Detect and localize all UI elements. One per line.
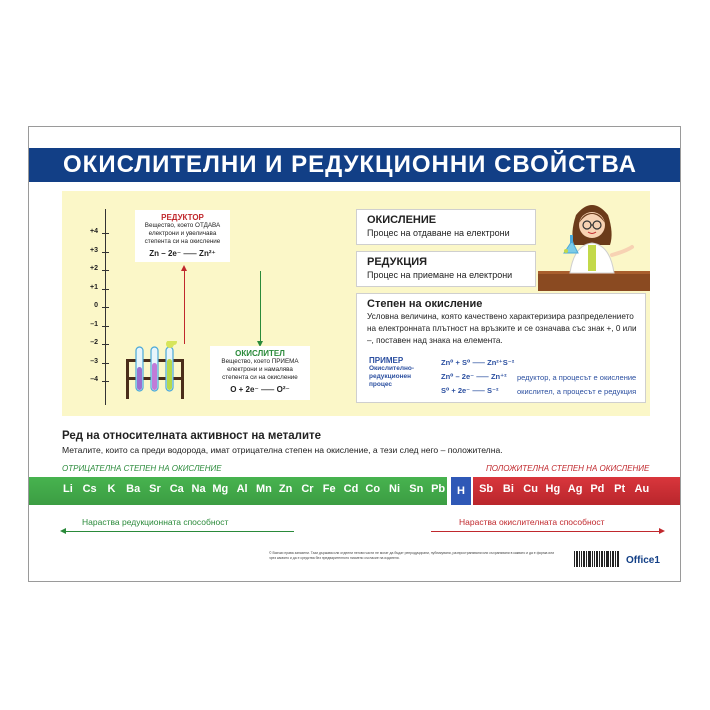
oxidation-state-title: Степен на окисление [367,298,483,310]
axis-tick [102,344,109,345]
oxidizer-title: ОКИСЛИТЕЛ [235,349,285,358]
element-symbol: Na [191,483,206,495]
axis-tick-label: +3 [90,246,98,254]
axis-tick-label: +1 [90,283,98,291]
element-symbol: Cs [82,483,97,495]
poster [28,126,681,582]
axis-tick [102,363,109,364]
axis-tick-label: 0 [94,302,98,309]
element-symbol: Pt [614,483,626,495]
axis-tick-label: –4 [90,376,98,383]
up-arrow-icon [184,269,185,344]
test-tubes-icon [120,341,200,401]
example-label: ПРИМЕР [369,356,404,365]
oxidation-state-text: Условна величина, която качествено характеризира разпределението на електронната плътност на връзките и се означава със знак +, 0 или –, поставен над знака на елемента. [367,312,637,345]
element-symbol: Cr [301,483,314,495]
axis-tick [102,270,109,271]
oxidation-state-box [356,293,646,403]
element-symbol: Pd [590,483,605,495]
example-note: окислител, а процесът е редукция [517,387,637,396]
axis-tick-label: –2 [90,339,98,346]
axis-tick-label: +2 [90,265,98,272]
oxidizer-line: Вещество, което ПРИЕМА [221,358,299,365]
axis-tick [102,289,109,290]
element-symbol: Mg [212,483,229,495]
oxidation-text: Процес на отдаване на електрони [367,228,510,238]
reductor-line: Вещество, което ОТДАВА [144,222,221,229]
axis-tick [102,381,109,382]
axis-tick [102,233,109,234]
down-arrow-icon [260,271,261,343]
reduction-text: Процес на приемане на електрони [367,270,513,280]
axis-tick [102,252,109,253]
reductor-title: РЕДУКТОР [161,213,204,222]
title-bar [29,148,680,182]
oxidizer-line: степента си на окисление [222,374,298,381]
axis-tick-label: +4 [90,228,98,235]
element-symbol: Pb [431,483,446,495]
element-symbol: Ag [567,483,583,495]
reductor-line: електрони и увеличава [148,230,217,237]
oxidizing-ability-label: Нараства окислителната способност [459,517,605,527]
oxidizer-equation: O + 2e⁻ ⸺ O²⁻ [230,385,290,394]
element-symbol: Sr [149,483,161,495]
activity-text: Металите, които са преди водорода, имат отрицателна степен на окисление, а тези след него – положителна. [62,445,503,455]
page-title: ОКИСЛИТЕЛНИ И РЕДУКЦИОННИ СВОЙСТВА [63,151,637,178]
element-symbol: Ba [126,483,141,495]
element-symbol: Bi [502,483,514,495]
reductor-equation: Zn – 2e⁻ ⸺ Zn²⁺ [149,249,216,258]
positive-label: ПОЛОЖИТЕЛНА СТЕПЕН НА ОКИСЛЕНИЕ [486,464,650,473]
hydrogen-element: H [451,477,471,505]
reduction-title: РЕДУКЦИЯ [367,256,428,268]
oxidizer-card [210,346,310,400]
right-arrow-icon [431,531,663,532]
negative-label: ОТРИЦАТЕЛНА СТЕПЕН НА ОКИСЛЕНИЕ [62,464,222,473]
element-symbol: Sb [479,483,494,495]
element-symbol: Zn [278,483,293,495]
element-symbol: Cd [343,483,359,495]
element-symbol: Sn [409,483,424,495]
reductor-card [135,210,230,262]
axis-tick [102,307,109,308]
example-note: редуктор, а процесът е окисление [517,373,637,382]
element-symbol: Ni [389,483,401,495]
info-panel [62,191,650,416]
element-symbol: K [107,483,116,495]
element-symbol: Fe [322,483,336,495]
barcode-icon [574,551,620,571]
axis-tick [102,326,109,327]
oxidizer-line: електрони и намалява [227,366,293,373]
copyright-text: © Всички права запазени. Тази държава или отделни негови части не могат да бъдат репродуцирани, публикувани, разпространявани или съхранявани в каквато и да е форма или чрез каквито и да е средства без предварителното писмено съгласие на издателя. [269,551,555,560]
example-sub: редукционен [369,373,412,380]
element-symbol: Al [236,483,248,495]
example-equation: S⁰ + 2e⁻ ⸺ S⁻² [441,386,499,395]
reducing-ability-label: Нараства редукционната способност [82,517,229,527]
brand-logo: Office1 [626,555,660,566]
example-equation: Zn⁰ + S⁰ ⸺ Zn²⁺S⁻² [441,358,515,367]
axis-tick-label: –1 [90,320,98,328]
activity-title: Ред на относителната активност на металите [62,430,322,442]
element-symbol: Hg [545,483,561,495]
element-symbol: Cu [523,483,538,495]
example-sub: процес [369,381,393,388]
oxidation-title: ОКИСЛЕНИЕ [367,214,437,226]
oxidation-box [356,209,536,245]
reductor-line: степента си на окисление [144,238,221,245]
element-symbol: Li [62,483,73,495]
scientist-icon [538,193,650,291]
left-arrow-icon [62,531,294,532]
example-sub: Окислително- [369,365,415,372]
element-symbol: Co [365,483,381,495]
element-symbol: Mn [255,483,272,495]
example-equation: Zn⁰ – 2e⁻ ⸺ Zn⁺² [441,372,507,381]
axis-tick-label: –3 [90,357,98,365]
reduction-box [356,251,536,287]
element-symbol: Ca [169,483,184,495]
element-symbol: Au [634,483,650,495]
